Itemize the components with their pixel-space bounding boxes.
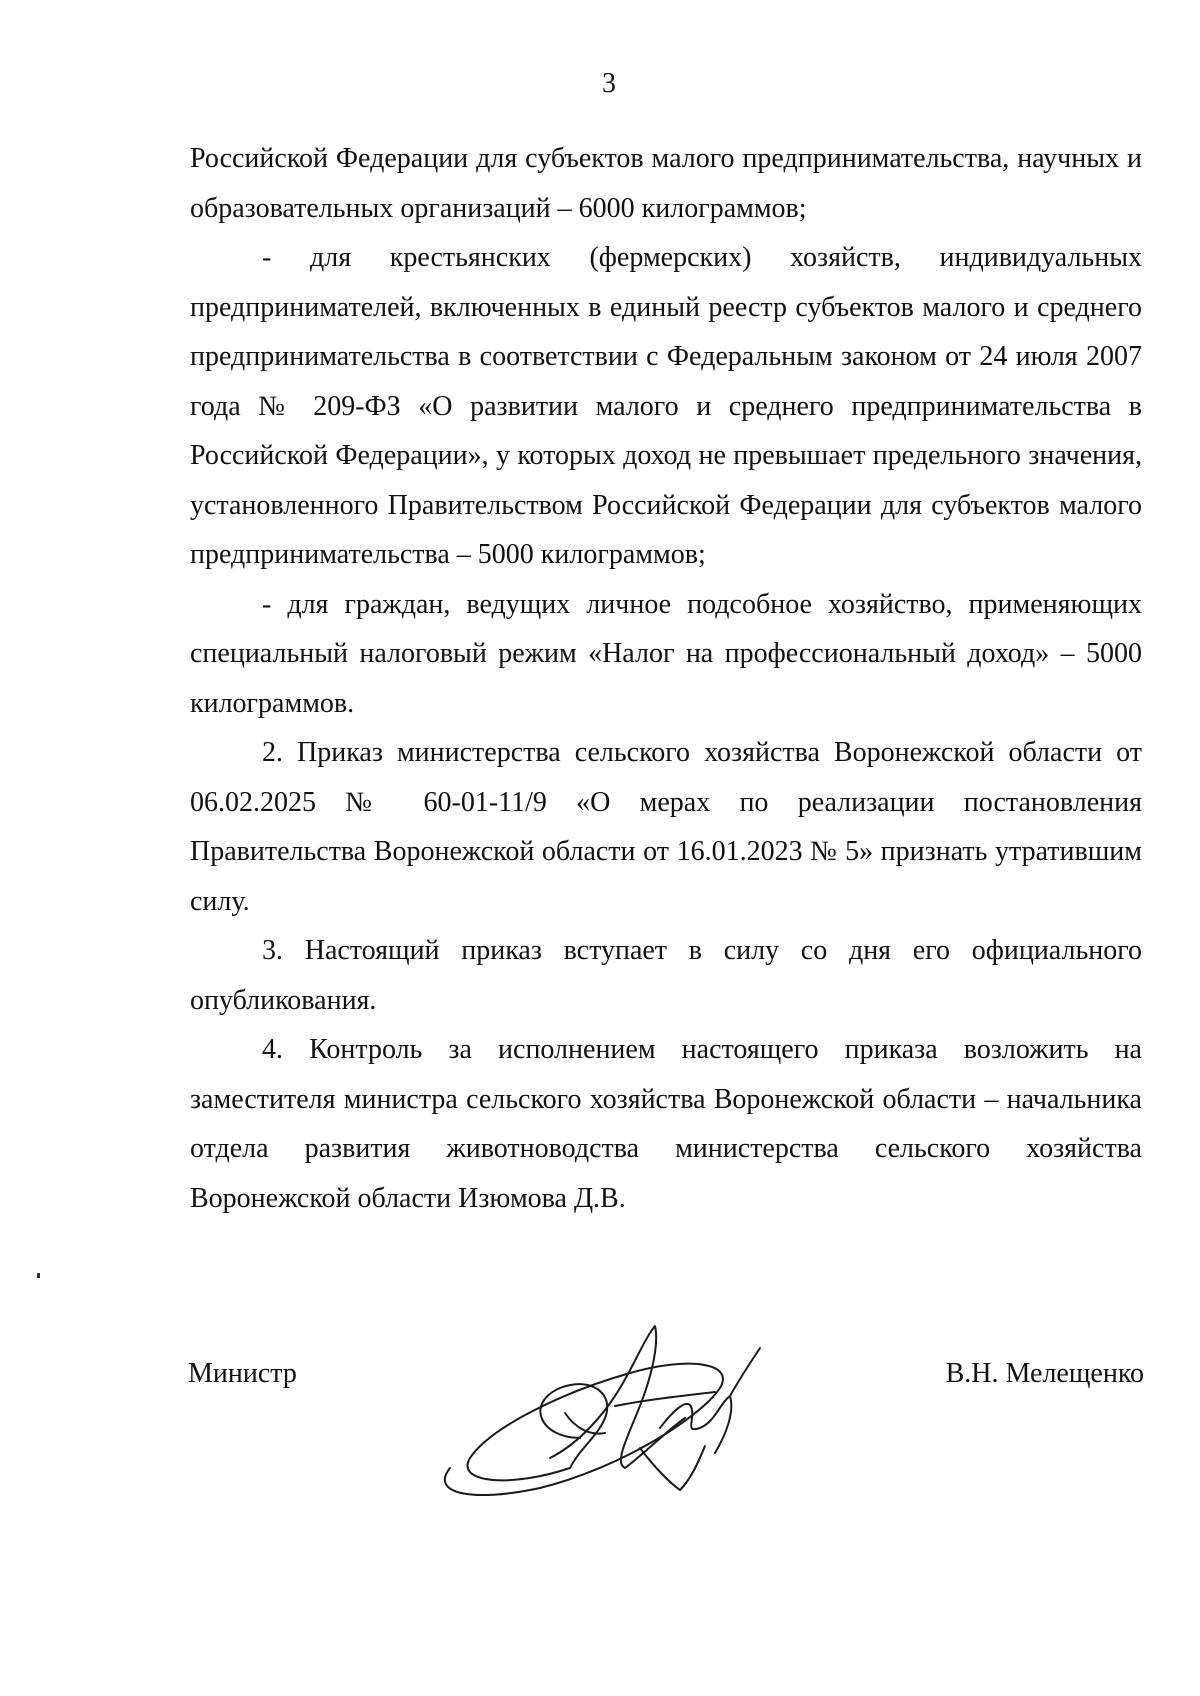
paragraph-item-2: 2. Приказ министерства сельского хозяйства Воронежской области от 06.02.2025 № 60-01-11/9 «О мерах по реализации постановления Правительства Воронежской области от 16.01.2023 № 5» признать утратившим силу. [190,737,1142,917]
scan-artifact [37,1273,40,1278]
handwritten-signature [430,1318,790,1508]
page-number: 3 [602,68,616,99]
paragraph-item-3: 3. Настоящий приказ вступает в силу со дня его официального опубликования. [190,935,1142,1016]
paragraph-citizens: - для граждан, ведущих личное подсобное хозяйство, применяющих специальный налоговый режим «Налог на профессиональный доход» – 5000 килограммов. [190,588,1142,719]
document-body [190,134,1142,1223]
paragraph-item-4: 4. Контроль за исполнением настоящего приказа возложить на заместителя министра сельского хозяйства Воронежской области – начальника отдела развития животноводства министерства сельского хозяйства Воронежской области Изюмова Д.В. [190,1034,1142,1214]
paragraph-continuation: Российской Федерации для субъектов малого предпринимательства, научных и образовательных организаций – 6000 килограммов; [190,143,1142,224]
paragraph-farms: - для крестьянских (фермерских) хозяйств, индивидуальных предпринимателей, включенных в единый реестр субъектов малого и среднего предпринимательства в соответствии с Федеральным законом от 24 июля 2007 года № 209-ФЗ «О развитии малого и среднего предпринимательства в Российской Федерации», у которых доход не превышает предельного значения, установленного Правительством Российской Федерации для субъектов малого предпринимательства – 5000 килограммов; [190,242,1142,570]
signatory-position: Министр [188,1358,297,1389]
signatory-name: В.Н. Мелещенко [945,1358,1144,1389]
